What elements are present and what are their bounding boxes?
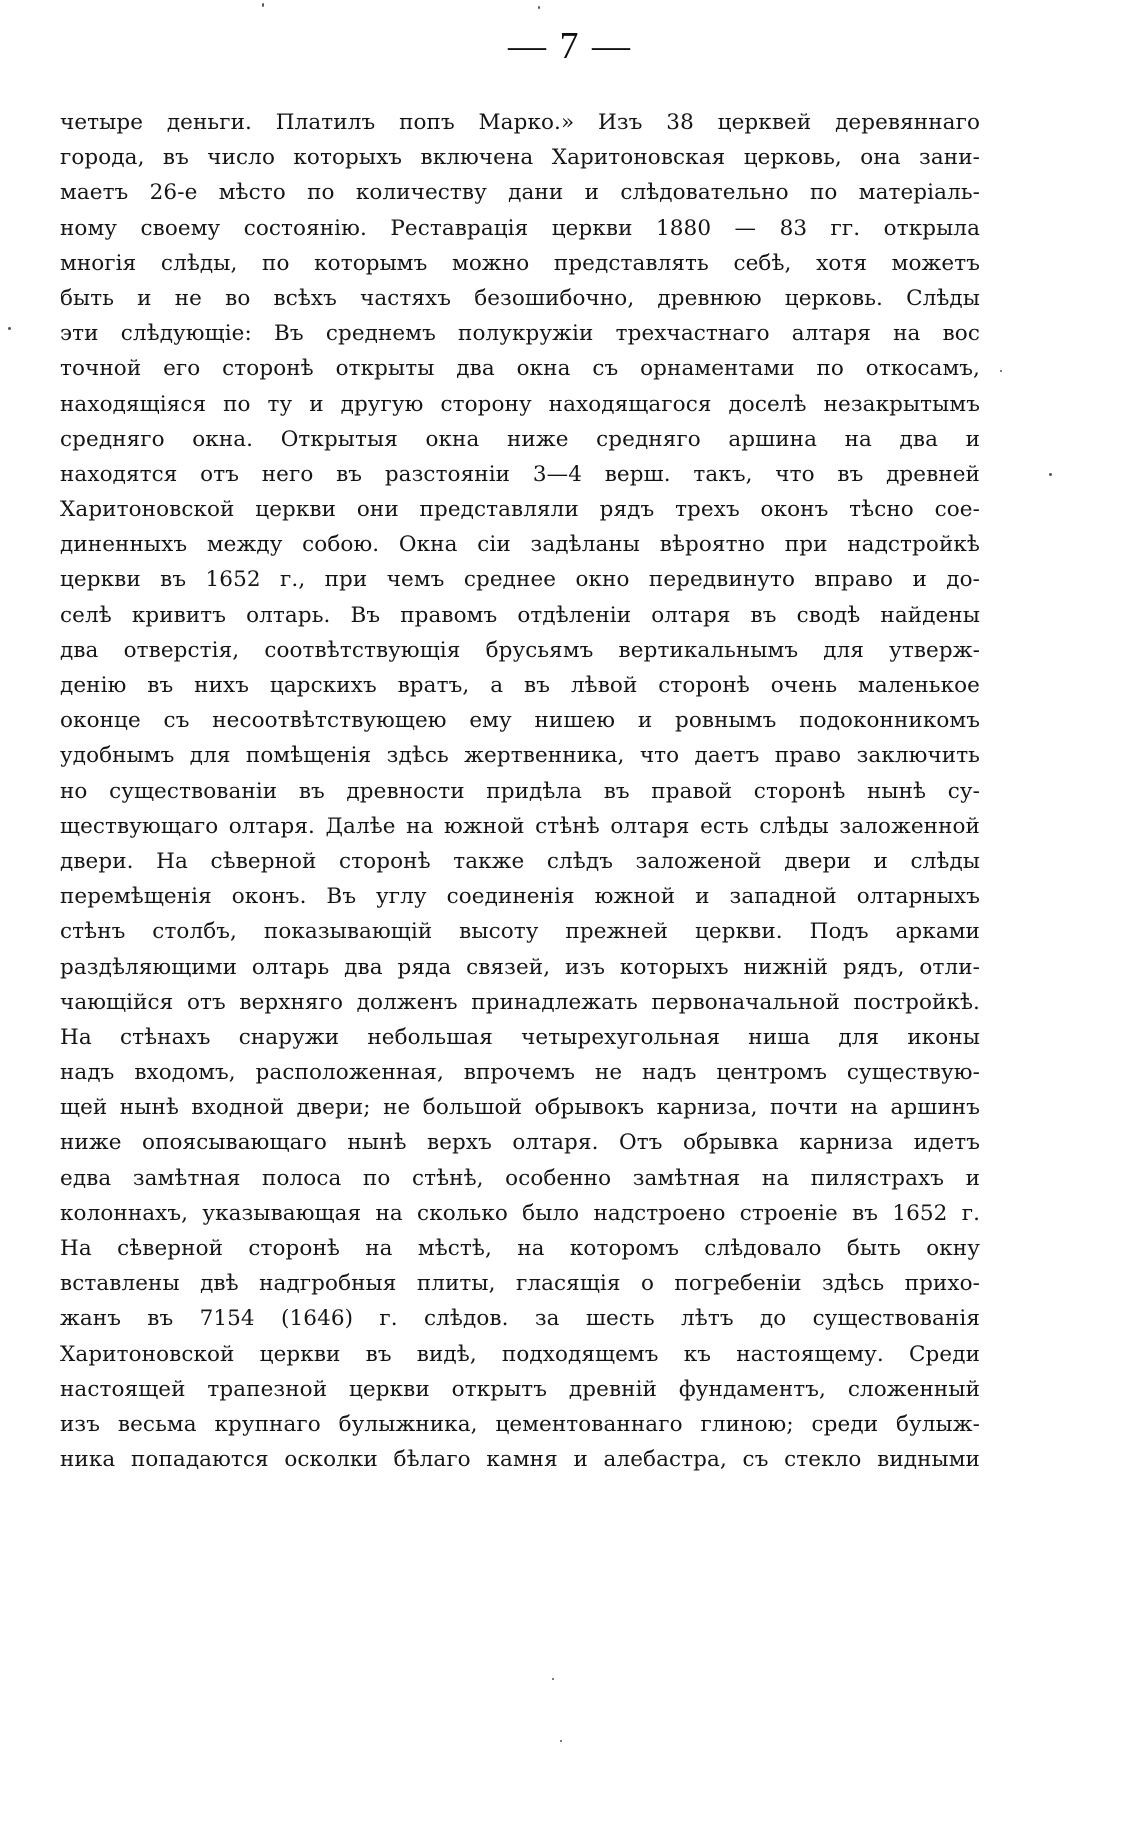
text-line: Харитоновской церкви они представляли рядъ трехъ оконъ тѣсно сое- — [60, 497, 980, 523]
text-line: находящіяся по ту и другую сторону находящагося доселѣ незакрытымъ — [60, 391, 980, 417]
text-line: чающійся отъ верхняго долженъ принадлежать первоначальной постройкѣ. — [60, 989, 980, 1015]
text-line: удобнымъ для помѣщенія здѣсь жертвенника, что даетъ право заключить — [60, 743, 980, 769]
page-number: — 7 — — [508, 25, 632, 67]
text-line: ниже опоясывающаго нынѣ верхъ олтаря. Отъ обрывка карниза идетъ — [60, 1130, 980, 1156]
text-line: перемѣщенія оконъ. Въ углу соединенія южной и западной олтарныхъ — [60, 884, 980, 910]
text-line: церкви въ 1652 г., при чемъ среднее окно передвинуто вправо и до- — [60, 567, 980, 593]
text-line: селѣ кривитъ олтарь. Въ правомъ отдѣленіи олтаря въ сводѣ найдены — [60, 602, 980, 628]
text-line: города, въ число которыхъ включена Харитоновская церковь, она зани- — [60, 145, 980, 171]
text-line: денію въ нихъ царскихъ вратъ, а въ лѣвой сторонѣ очень маленькое — [60, 673, 980, 698]
scan-speck — [8, 327, 11, 330]
text-line: На сѣверной сторонѣ на мѣстѣ, на которомъ слѣдовало быть окну — [60, 1236, 980, 1261]
text-line: ника попадаются осколки бѣлаго камня и алебастра, съ стекло видными — [60, 1447, 980, 1473]
text-line: щей нынѣ входной двери; не большой обрывокъ карниза, почти на аршинъ — [60, 1095, 980, 1121]
text-line: Харитоновской церкви въ видѣ, подходящемъ къ настоящему. Среди — [60, 1341, 980, 1367]
text-line: стѣнъ столбъ, показывающій высоту прежней церкви. Подъ арками — [60, 919, 980, 945]
text-line: но существованіи въ древности придѣла въ правой сторонѣ нынѣ су- — [60, 778, 980, 804]
scan-speck — [1049, 473, 1052, 476]
text-line: изъ весьма крупнаго булыжника, цементованнаго глиною; среди булыж- — [60, 1411, 980, 1437]
text-line: ществующаго олтаря. Далѣе на южной стѣнѣ олтаря есть слѣды заложенной — [60, 813, 980, 839]
text-line: надъ входомъ, расположенная, впрочемъ не надъ центромъ существую- — [60, 1060, 980, 1086]
text-line: точной его сторонѣ открыты два окна съ орнаментами по откосамъ, — [60, 356, 980, 382]
text-line: оконце съ несоотвѣтствующею ему нишею и ровнымъ подоконникомъ — [60, 708, 980, 734]
text-line: На стѣнахъ снаружи небольшая четырехугольная ниша для иконы — [60, 1024, 980, 1050]
text-line: маетъ 26-е мѣсто по количеству дани и слѣдовательно по матеріаль- — [60, 180, 980, 206]
text-line: жанъ въ 7154 (1646) г. слѣдов. за шесть лѣтъ до существованія — [60, 1306, 980, 1332]
text-line: раздѣляющими олтарь два ряда связей, изъ которыхъ нижній рядъ, отли- — [60, 954, 980, 980]
text-line: ному своему состоянію. Реставрація церкви 1880 — 83 гг. открыла — [60, 215, 980, 241]
text-line: эти слѣдующіе: Въ среднемъ полукружіи трехчастнаго алтаря на вос — [60, 321, 980, 347]
scan-speck — [538, 6, 540, 9]
text-line: колоннахъ, указывающая на сколько было надстроено строеніе въ 1652 г. — [60, 1200, 980, 1226]
text-line: средняго окна. Открытыя окна ниже средняго аршина на два и — [60, 426, 980, 452]
scan-speck — [1000, 370, 1002, 372]
text-line: вставлены двѣ надгробныя плиты, гласящія о погребеніи здѣсь прихо- — [60, 1271, 980, 1297]
body-text — [60, 105, 980, 1477]
text-line: два отверстія, соотвѣтствующія брусьямъ вертикальнымъ для утверж- — [60, 637, 980, 663]
scan-speck — [552, 1678, 554, 1680]
text-line: настоящей трапезной церкви открытъ древній фундаментъ, сложенный — [60, 1376, 980, 1402]
text-line: находятся отъ него въ разстояніи 3—4 верш. такъ, что въ древней — [60, 461, 980, 487]
text-line: быть и не во всѣхъ частяхъ безошибочно, древнюю церковь. Слѣды — [60, 285, 980, 311]
text-line: диненныхъ между собою. Окна сіи задѣланы вѣроятно при надстройкѣ — [60, 532, 980, 558]
text-line: двери. На сѣверной сторонѣ также слѣдъ заложеной двери и слѣды — [60, 848, 980, 874]
text-line: многія слѣды, по которымъ можно представлять себѣ, хотя можетъ — [60, 250, 980, 276]
scan-speck — [560, 1740, 562, 1742]
text-line: едва замѣтная полоса по стѣнѣ, особенно замѣтная на пилястрахъ и — [60, 1165, 980, 1191]
text-line: четыре деньги. Платилъ попъ Марко.» Изъ 38 церквей деревяннаго — [60, 110, 980, 135]
scan-speck — [262, 3, 264, 7]
